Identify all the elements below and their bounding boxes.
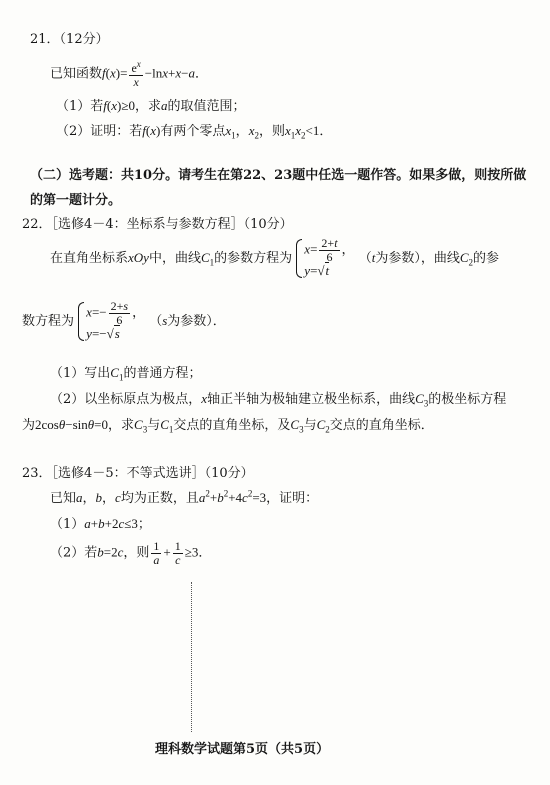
q23-heading: 23．［选修4－5：不等式选讲］（10分） (22, 466, 254, 481)
q22-part1: （1）写出$C_1$的普通方程； (50, 365, 202, 383)
binding-dotted-line (191, 582, 192, 732)
q21-heading: 21．（12分） (30, 32, 109, 47)
q22-part2-cont: 为2cosθ−sinθ=0，求$C_3$与$C_1$交点的直角坐标，及$C_3$与$C_2$交点的直角坐标． (22, 417, 434, 435)
q22-line1: 在直角坐标系xOy中，曲线$C_1$的参数方程为 x= $\frac{2+t}{6}$ ， y=√t （t为参数），曲线$C_2$的参 (50, 236, 500, 279)
q21-given: 已知函数f(x)= $\frac{e^x}{x}$ −lnx+x−a． (50, 59, 208, 89)
q22-part2: （2）以坐标原点为极点，x轴正半轴为极轴建立极坐标系，曲线$C_3$的极坐标方程 (50, 391, 507, 409)
c2-parametric-system: x=− $\frac{2+s}{6}$ ， y=−√s (78, 300, 145, 343)
q23-part2: （2）若b=2c，则 $\frac{1}{a}$ + $\frac{1}{c}$ ≥3． (50, 539, 212, 567)
q21-part2: （2）证明：若f(x)有两个零点$x_1$，$x_2$，则$x_1x_2<1$． (56, 123, 333, 141)
c1-parametric-system: x= $\frac{2+t}{6}$ ， y=√t (296, 237, 354, 280)
q22-heading: 22．［选修4－4：坐标系与参数方程］（10分） (22, 217, 293, 232)
page-footer: 理科数学试题第5页（共5页） (155, 742, 330, 757)
q21-part1: （1）若f(x)≥0，求a的取值范围； (56, 98, 246, 114)
q22-line2: 数方程为 x=− $\frac{2+s}{6}$ ， y=−√s （s为参数）． (22, 299, 226, 342)
q23-given: 已知a，b，c均为正数，且$a^2+b^2+4c^2=3$，证明： (50, 488, 319, 506)
section2-instruction-cont: 的第一题计分。 (30, 193, 122, 208)
q23-part1: （1）a+b+2c≤3； (50, 516, 151, 532)
section2-instruction: （二）选考题：共10分。请考生在第22、23题中任选一题作答。如果多做，则按所做 (30, 168, 527, 183)
